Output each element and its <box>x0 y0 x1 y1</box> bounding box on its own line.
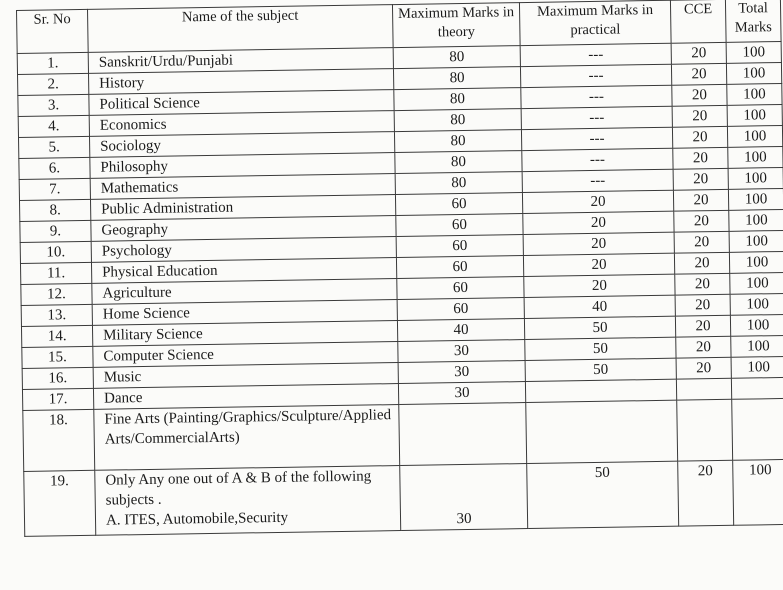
row-theory: 80 <box>394 130 521 153</box>
row-practical: 50 <box>525 337 676 360</box>
row-total: 100 <box>727 104 782 126</box>
row-theory <box>399 403 527 466</box>
row-cce: 20 <box>675 273 730 295</box>
row-subject: History <box>89 69 394 95</box>
row-subject: Sociology <box>89 132 394 158</box>
row-sr: 17. <box>22 388 93 410</box>
row-cce: 20 <box>671 63 726 85</box>
row-subject: Agriculture <box>92 279 397 305</box>
row-subject: Geography <box>91 216 396 242</box>
row-cce: 20 <box>672 84 727 106</box>
row-total: 100 <box>727 83 782 105</box>
row-sr: 19. <box>24 470 96 536</box>
row-total: 100 <box>728 146 783 168</box>
header-total-marks: Total Marks <box>725 0 781 42</box>
row-total: 100 <box>729 209 783 231</box>
row-sr: 5. <box>19 136 90 158</box>
row-practical: --- <box>520 43 671 66</box>
row-sr: 8. <box>19 199 90 221</box>
row-sr: 15. <box>22 346 93 368</box>
row-practical: 50 <box>525 358 676 381</box>
row-subject: Psychology <box>91 237 396 263</box>
row-subject: Military Science <box>92 321 397 347</box>
row-subject <box>95 466 401 536</box>
row-cce: 20 <box>673 147 728 169</box>
row-subject: Philosophy <box>90 153 395 179</box>
row-subject: Computer Science <box>93 342 398 368</box>
row-practical <box>525 379 676 402</box>
row-practical: --- <box>521 85 672 108</box>
header-theory-marks: Maximum Marks in theory <box>392 3 520 48</box>
row-sr: 14. <box>21 325 92 347</box>
row-theory: 80 <box>394 88 521 111</box>
row-theory: 80 <box>395 172 522 195</box>
row-subject: Sanskrit/Urdu/Punjabi <box>88 48 393 74</box>
header-sr-no: Sr. No <box>17 9 89 53</box>
row-cce: 20 <box>673 168 728 190</box>
row-practical: 20 <box>523 232 674 255</box>
row-subject: Fine Arts (Painting/Graphics/Sculpture/Applied Arts/CommercialArts) <box>94 405 400 471</box>
row-total: 100 <box>729 251 783 273</box>
row-theory: 60 <box>397 277 524 300</box>
row-total: 100 <box>726 62 781 84</box>
row-subject: Home Science <box>92 300 397 326</box>
row-practical: --- <box>520 64 671 87</box>
row-cce: 20 <box>672 126 727 148</box>
row-sr: 2. <box>18 73 89 95</box>
row-practical: --- <box>521 127 672 150</box>
row-practical: 20 <box>523 211 674 234</box>
row-theory: 60 <box>397 298 524 321</box>
row-theory: 30 <box>398 361 525 384</box>
row-total: 100 <box>733 459 783 525</box>
row-sr: 9. <box>20 220 91 242</box>
row-subject: Physical Education <box>91 258 396 284</box>
row-theory: 80 <box>393 46 520 69</box>
row-cce: 20 <box>676 336 731 358</box>
row-total: 100 <box>726 41 781 63</box>
header-cce: CCE <box>670 0 726 43</box>
row-theory: 30 <box>400 464 528 531</box>
row-sr: 3. <box>18 94 89 116</box>
row-total: 100 <box>728 167 783 189</box>
row-theory: 60 <box>396 256 523 279</box>
marks-table-sheet <box>16 0 783 537</box>
row-theory: 80 <box>395 151 522 174</box>
row-sr: 6. <box>19 157 90 179</box>
row-cce: 20 <box>678 460 734 526</box>
row-sr: 10. <box>20 241 91 263</box>
row-sr: 4. <box>18 115 89 137</box>
row-sr: 18. <box>23 409 95 471</box>
row-theory: 80 <box>393 67 520 90</box>
row-practical <box>526 400 678 463</box>
row-cce: 20 <box>674 231 729 253</box>
row-theory: 30 <box>398 340 525 363</box>
row-total: 100 <box>731 335 783 357</box>
row-practical: 20 <box>524 274 675 297</box>
row-total <box>732 398 783 460</box>
row-cce: 20 <box>674 210 729 232</box>
row-theory: 60 <box>395 193 522 216</box>
row-total: 100 <box>730 272 783 294</box>
row-subject: Mathematics <box>90 174 395 200</box>
row-total: 100 <box>730 314 783 336</box>
row-subject: Public Administration <box>90 195 395 221</box>
header-subject-name: Name of the subject <box>87 5 393 53</box>
row-theory: 60 <box>396 214 523 237</box>
row-subject-line1: Only Any one out of A & B of the following subjects . <box>105 468 372 509</box>
row-total: 100 <box>730 293 783 315</box>
row-practical: 50 <box>527 461 679 528</box>
row-practical: 20 <box>523 253 674 276</box>
row-theory: 60 <box>396 235 523 258</box>
row-practical: --- <box>521 106 672 129</box>
row-practical: 20 <box>522 190 673 213</box>
row-sr: 16. <box>22 367 93 389</box>
row-sr: 1. <box>17 52 88 74</box>
row-cce: 20 <box>673 189 728 211</box>
row-subject: Music <box>93 363 398 389</box>
row-cce: 20 <box>674 252 729 274</box>
row-sr: 7. <box>19 178 90 200</box>
row-cce <box>677 399 733 461</box>
row-cce: 20 <box>675 315 730 337</box>
row-subject: Dance <box>93 384 398 410</box>
row-total: 100 <box>731 356 783 378</box>
row-sr: 13. <box>21 304 92 326</box>
row-cce: 20 <box>672 105 727 127</box>
row-theory: 30 <box>398 382 525 405</box>
table-row <box>24 459 783 536</box>
row-cce: 20 <box>675 294 730 316</box>
row-sr: 11. <box>20 262 91 284</box>
row-theory: 80 <box>394 109 521 132</box>
row-subject: Political Science <box>89 90 394 116</box>
row-cce: 20 <box>671 42 726 64</box>
row-total <box>731 377 783 399</box>
row-practical: 50 <box>524 316 675 339</box>
row-cce: 20 <box>676 357 731 379</box>
row-subject-line2: A. ITES, Automobile,Security <box>105 509 289 529</box>
row-sr: 12. <box>21 283 92 305</box>
row-theory: 40 <box>397 319 524 342</box>
row-practical: --- <box>522 148 673 171</box>
row-subject: Economics <box>89 111 394 137</box>
row-total: 100 <box>727 125 782 147</box>
row-total: 100 <box>729 230 783 252</box>
row-cce <box>676 378 731 400</box>
header-practical-marks: Maximum Marks in practical <box>519 0 671 45</box>
row-practical: --- <box>522 169 673 192</box>
row-practical: 40 <box>524 295 675 318</box>
marks-table <box>16 0 783 537</box>
row-total: 100 <box>728 188 783 210</box>
